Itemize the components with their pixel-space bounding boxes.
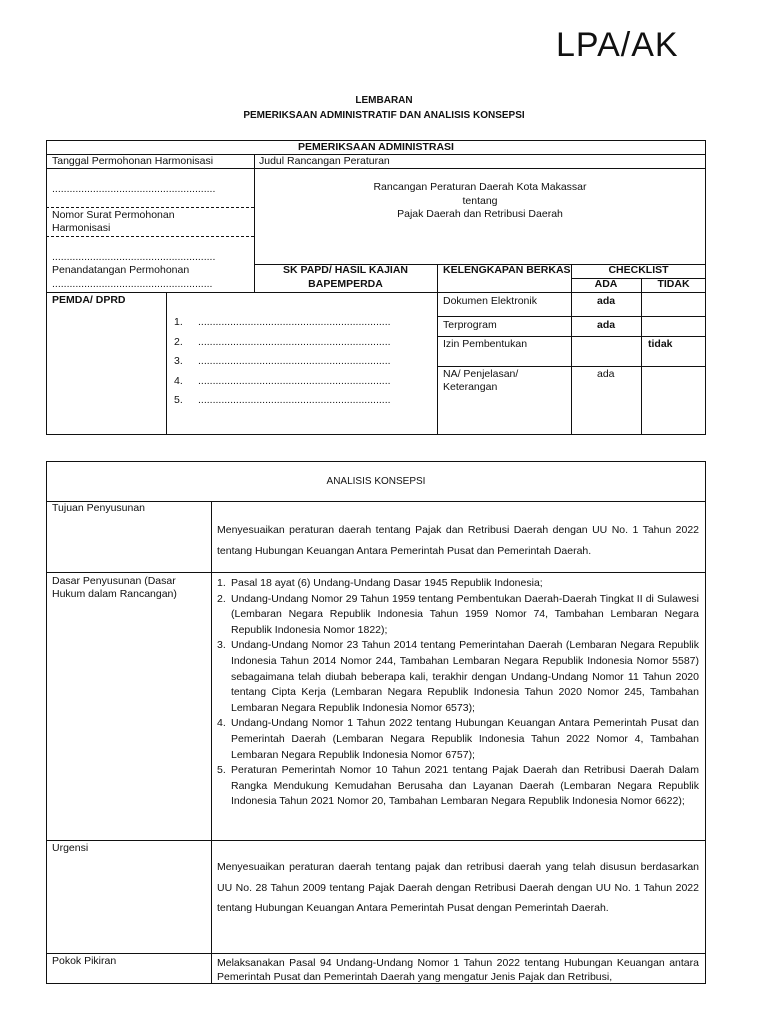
numbered-blank-item: 4. ..................................................................: [174, 375, 391, 387]
dasar-list: [217, 576, 699, 810]
numbered-blank-item: 3. ..................................................................: [174, 355, 391, 367]
berkas-ada-dokumen-elektronik: ada: [597, 295, 616, 307]
berkas-item-izin-pembentukan: Izin Pembentukan: [443, 338, 528, 350]
document-title-line1: LEMBARAN: [355, 95, 413, 106]
document-title-line2: PEMERIKSAAN ADMINISTRATIF DAN ANALISIS KONSEPSI: [243, 110, 525, 121]
sk-papd-label-line2: BAPEMPERDA: [308, 278, 383, 290]
judul-value-line2: tentang: [462, 195, 498, 207]
dasar-item: 4. Undang-Undang Nomor 1 Tahun 2022 tentang Hubungan Keuangan Antara Pemerintah Pusat dan Pemerintah Daerah (Lembaran Negara Republik Indonesia Tahun 2022 Nomor 4, Tambahan Lembaran Negara Republik Indonesia Nomor 6757);: [217, 717, 699, 761]
pokok-pikiran-text: Melaksanakan Pasal 94 Undang-Undang Nomor 1 Tahun 2022 tentang Hubungan Keuangan antara Pemerintah Pusat dan Pemerintah Daerah yang mengatur Jenis Pajak dan Retribusi,: [217, 957, 699, 982]
analisis-header: ANALISIS KONSEPSI: [326, 476, 426, 487]
numbered-blank-item: 5. ..................................................................: [174, 394, 391, 406]
tanggal-value-blank: ........................................................: [52, 183, 216, 195]
penandatangan-label: Penandatangan Permohonan: [52, 264, 190, 276]
ada-header: ADA: [594, 278, 618, 290]
pemda-dprd-label: PEMDA/ DPRD: [52, 294, 126, 306]
pokok-pikiran-label: Pokok Pikiran: [52, 955, 117, 967]
judul-value-line3: Pajak Daerah dan Retribusi Daerah: [397, 208, 563, 220]
berkas-ada-na-penjelasan: ada: [597, 368, 615, 380]
judul-value-line1: Rancangan Peraturan Daerah Kota Makassar: [373, 181, 587, 193]
nomor-surat-value-blank: ........................................................: [52, 251, 216, 263]
berkas-item-terprogram: Terprogram: [443, 319, 497, 331]
tanggal-label: Tanggal Permohonan Harmonisasi: [52, 155, 214, 167]
urgensi-text: Menyesuaikan peraturan daerah tentang pajak dan retribusi daerah yang telah disusun berdasarkan UU No. 28 Tahun 2009 tentang Pajak Daerah dengan Retribusi Daerah dengan UU No. 1 Tahun 2022 tentang Hubungan Keuangan Antara Pemerintah Pusat dengan Pemerintah Daerah.: [217, 861, 699, 914]
kelengkapan-berkas-header: KELENGKAPAN BERKAS: [443, 264, 571, 276]
document-code: LPA/AK: [556, 26, 679, 64]
checklist-header: CHECKLIST: [608, 264, 669, 276]
sk-papd-label-line1: SK PAPD/ HASIL KAJIAN: [282, 264, 409, 276]
admin-section-header: PEMERIKSAAN ADMINISTRASI: [298, 141, 454, 153]
judul-label: Judul Rancangan Peraturan: [259, 155, 390, 167]
berkas-tidak-izin-pembentukan: tidak: [648, 338, 673, 350]
penandatangan-value-blank: .......................................................: [52, 278, 213, 290]
numbered-blank-item: 1. ..................................................................: [174, 316, 391, 328]
nomor-surat-label: Nomor Surat Permohonan Harmonisasi: [52, 209, 175, 234]
berkas-item-dokumen-elektronik: Dokumen Elektronik: [443, 295, 537, 307]
dasar-label: Dasar Penyusunan (Dasar Hukum dalam Rancangan): [52, 575, 177, 600]
numbered-blank-list: [174, 316, 434, 414]
berkas-item-na-penjelasan: NA/ Penjelasan/ Keterangan: [443, 368, 519, 393]
tidak-header: TIDAK: [657, 278, 690, 290]
dasar-item: 2. Undang-Undang Nomor 29 Tahun 1959 tentang Pembentukan Daerah-Daerah Tingkat II di Sulawesi (Lembaran Negara Republik Indonesia Tahun 1959 Nomor 74, Tambahan Lembaran Negara Republik Indonesia Nomor 1822);: [217, 592, 699, 636]
berkas-ada-terprogram: ada: [597, 319, 616, 331]
dasar-item: 5. Peraturan Pemerintah Nomor 10 Tahun 2021 tentang Pajak Daerah dan Retribusi Daerah Dalam Rangka Mendukung Kemudahan Berusaha dan Layanan Daerah (Lembaran Negara Republik Indonesia Tahun 2021 Nomor 20, Tambahan Lembaran Negara Republik Indonesia Nomor 6622);: [217, 764, 699, 808]
numbered-blank-item: 2. ..................................................................: [174, 336, 391, 348]
dasar-item: 1. Pasal 18 ayat (6) Undang-Undang Dasar 1945 Republik Indonesia;: [217, 577, 543, 589]
urgensi-label: Urgensi: [52, 842, 89, 854]
dasar-item: 3. Undang-Undang Nomor 23 Tahun 2014 tentang Pemerintahan Daerah (Lembaran Negara Republik Indonesia Tahun 2014 Nomor 244, Tambahan Lembaran Negara Republik Indonesia Nomor 5587) sebagaimana telah diubah beberapa kali, terakhir dengan Undang-Undang Nomor 11 Tahun 2020 tentang Cipta Kerja (Lembaran Negara Republik Indonesia Tahun 2020 Nomor 245, Tambahan Lembaran Negara Republik Indonesia Nomor 6573);: [217, 639, 699, 714]
tujuan-text: Menyesuaikan peraturan daerah tentang Pajak dan Retribusi Daerah dengan UU No. 1 Tahun 2022 tentang Hubungan Keuangan Antara Pemerintah Pusat dan Pemerintah Daerah.: [217, 524, 699, 557]
tujuan-label: Tujuan Penyusunan: [52, 502, 146, 514]
